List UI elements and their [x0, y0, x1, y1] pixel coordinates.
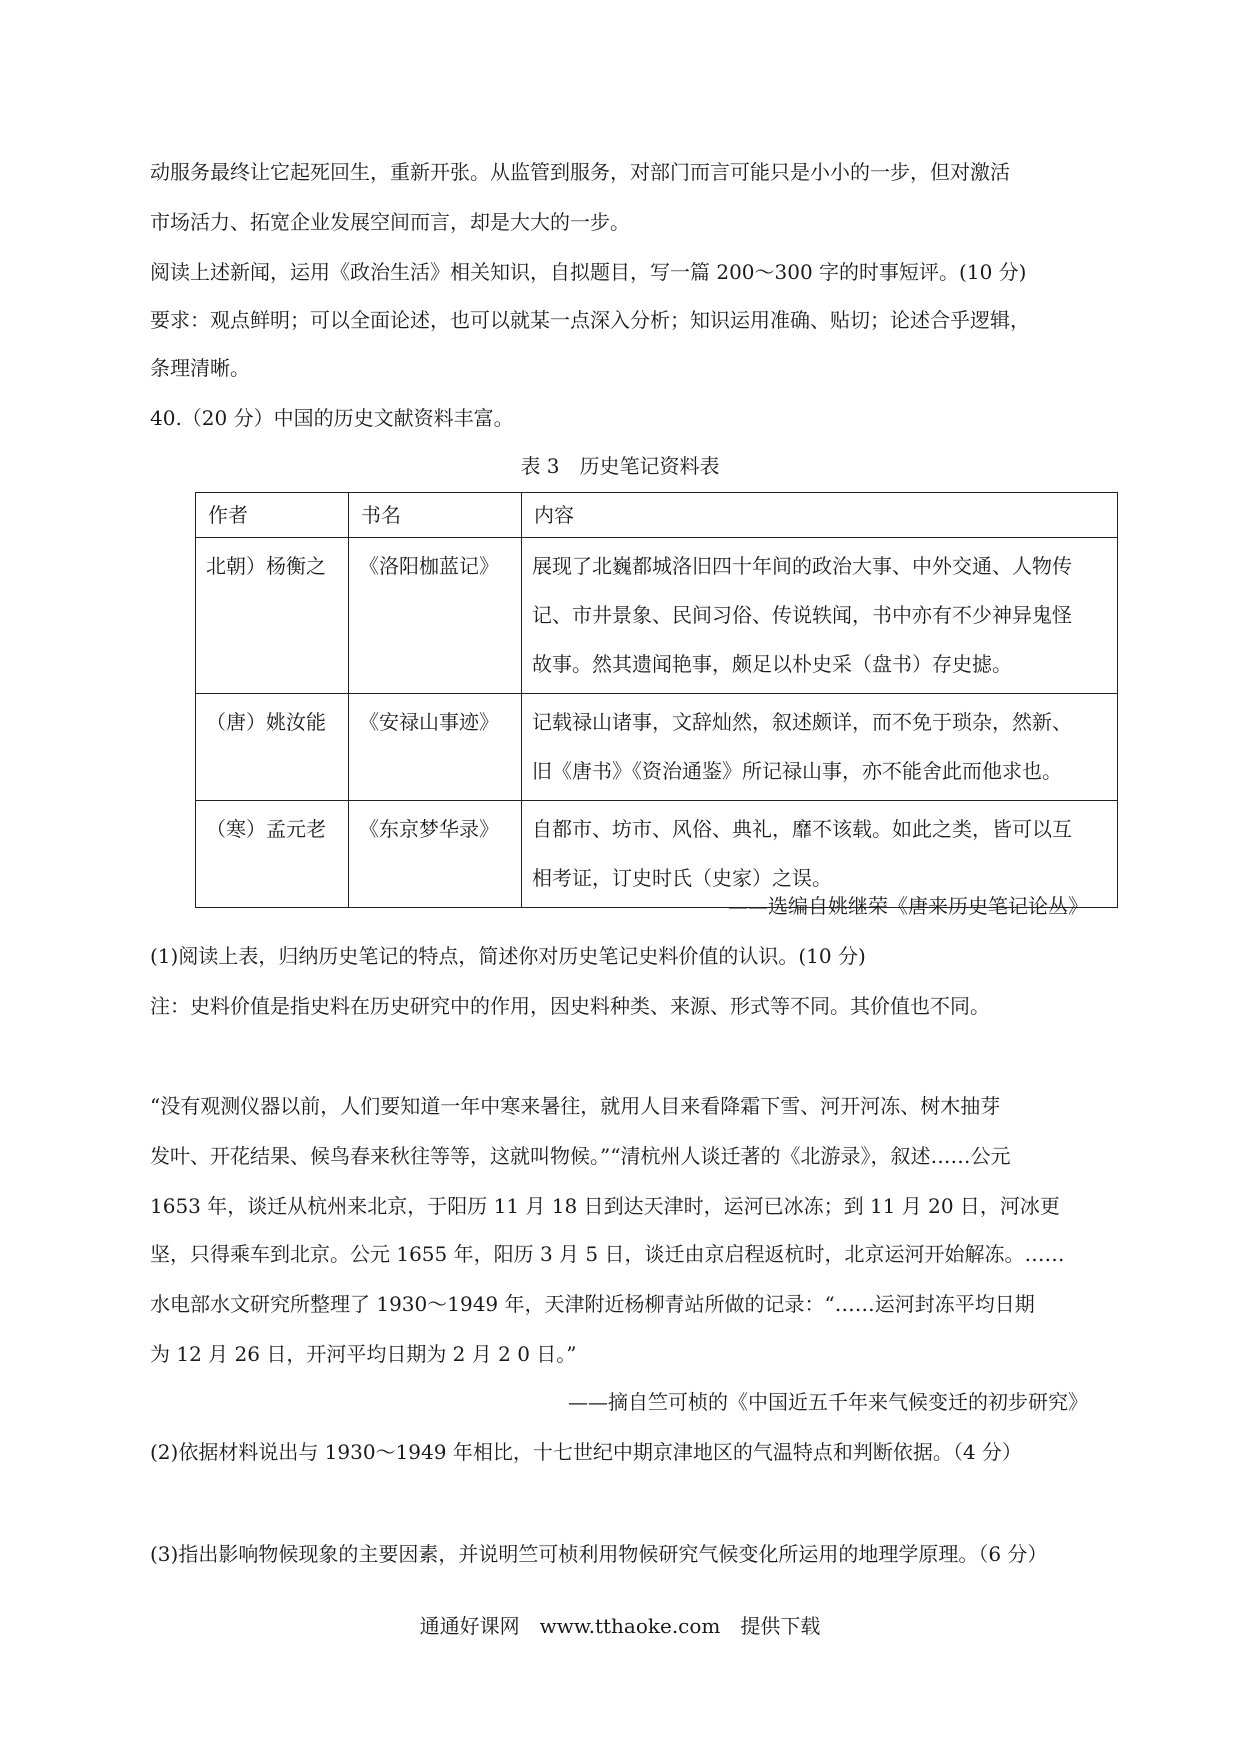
header-content: 内容 [522, 493, 1118, 538]
header-book: 书名 [349, 493, 522, 538]
row-content [522, 538, 1118, 694]
table-caption: 表 3 历史笔记资料表 [520, 454, 720, 478]
table-header-row [196, 493, 1118, 538]
quote-line-6: 为 12 月 26 日，开河平均日期为 2 月 2 0 日。” [150, 1342, 577, 1366]
paragraph-line-3: 阅读上述新闻，运用《政治生活》相关知识，自拟题目，写一篇 200～300 字的时事短评。(10 分) [150, 260, 1027, 284]
header-author: 作者 [196, 493, 349, 538]
row-author: 北朝）杨衡之 [196, 538, 349, 694]
content-line: 自都市、坊市、风俗、典礼，靡不该载。如此之类，皆可以互 [532, 817, 1072, 841]
content-line: 相考证，订史时氏（史家）之误。 [532, 866, 832, 890]
quote-line-2: 发叶、开花结果、候鸟春来秋往等等，这就叫物候。”“清杭州人谈迁著的《北游录》，叙述……公元 [150, 1144, 1011, 1168]
content-line: 记载禄山诸事，文辞灿然，叙述颇详，而不免于琐杂，然新、 [532, 710, 1072, 734]
content-line: 旧《唐书》《资治通鉴》所记禄山事，亦不能舍此而他求也。 [532, 759, 1062, 783]
table-row [196, 538, 1118, 694]
quote-line-1: “没有观测仪器以前，人们要知道一年中寒来暑往，就用人目来看降霜下雪、河开河冻、树木抽芽 [150, 1094, 1001, 1118]
content-line: 记、市井景象、民间习俗、传说轶闻，书中亦有不少神异鬼怪 [532, 603, 1072, 627]
quote-line-3: 1653 年，谈迁从杭州来北京，于阳历 11 月 18 日到达天津时，运河已冰冻；到 11 月 20 日，河冰更 [150, 1194, 1060, 1218]
question-2: (2)依据材料说出与 1930～1949 年相比，十七世纪中期京津地区的气温特点和判断依据。（4 分） [150, 1440, 1022, 1464]
quote-source: ——摘自竺可桢的《中国近五千年来气候变迁的初步研究》 [568, 1390, 1088, 1414]
history-notes-table [195, 492, 1118, 908]
content-line: 展现了北巍都城洛旧四十年间的政治大事、中外交通、人物传 [532, 554, 1072, 578]
table-source: ——选编自姚继荣《唐来历史笔记论丛》 [728, 894, 1088, 918]
question-3: (3)指出影响物候现象的主要因素，并说明竺可桢利用物候研究气候变化所运用的地理学原理。（6 分） [150, 1542, 1048, 1566]
paragraph-line-4: 要求：观点鲜明；可以全面论述，也可以就某一点深入分析；知识运用准确、贴切；论述合乎逻辑， [150, 308, 1030, 332]
table-row [196, 694, 1118, 801]
row-content [522, 694, 1118, 801]
row-author: （唐）姚汝能 [196, 694, 349, 801]
quote-line-5: 水电部水文研究所整理了 1930～1949 年，天津附近杨柳青站所做的记录：“……运河封冻平均日期 [150, 1292, 1035, 1316]
question-1: (1)阅读上表，归纳历史笔记的特点，简述你对历史笔记史料价值的认识。(10 分) [150, 944, 866, 968]
quote-line-4: 坚，只得乘车到北京。公元 1655 年，阳历 3 月 5 日，谈迁由京启程返杭时，北京运河开始解冻。…… [150, 1242, 1065, 1266]
footer-download-note: 通通好课网 www.tthaoke.com 提供下载 [419, 1614, 821, 1638]
paragraph-line-5: 条理清晰。 [150, 356, 250, 380]
question-40-heading: 40.（20 分）中国的历史文献资料丰富。 [150, 406, 514, 430]
row-book: 《安禄山事迹》 [349, 694, 522, 801]
paragraph-line-1: 动服务最终让它起死回生，重新开张。从监管到服务，对部门而言可能只是小小的一步，但对激活 [150, 160, 1010, 184]
row-book: 《洛阳枷蓝记》 [349, 538, 522, 694]
row-book: 《东京梦华录》 [349, 801, 522, 908]
row-author: （寒）孟元老 [196, 801, 349, 908]
note-text: 注：史料价值是指史料在历史研究中的作用，因史料种类、来源、形式等不同。其价值也不同。 [150, 994, 990, 1018]
paragraph-line-2: 市场活力、拓宽企业发展空间而言，却是大大的一步。 [150, 210, 630, 234]
content-line: 故事。然其遗闻艳事，颇足以朴史采（盘书）存史摅。 [532, 652, 1012, 676]
